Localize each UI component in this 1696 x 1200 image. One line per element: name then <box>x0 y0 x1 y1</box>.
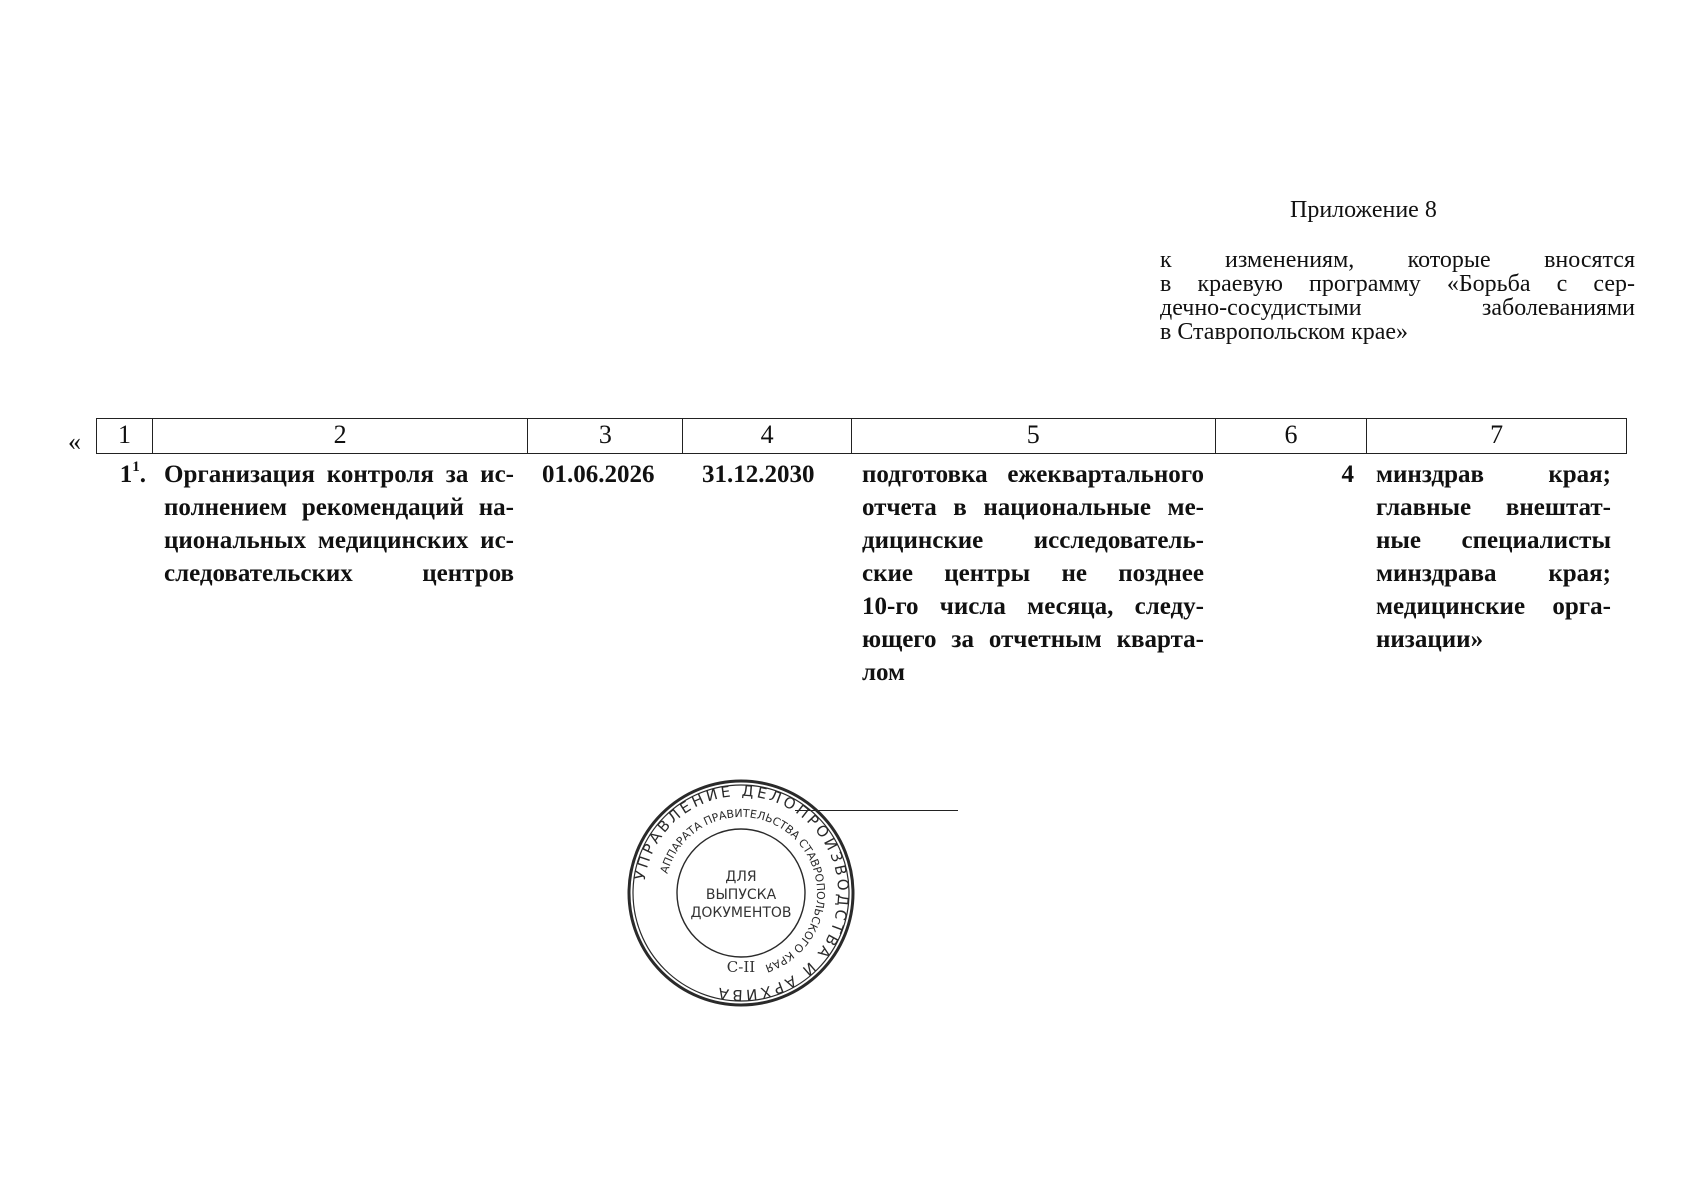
column-header-5: 5 <box>852 419 1216 453</box>
appendix-subtitle <box>1160 248 1635 344</box>
row-start-date: 01.06.2026 <box>542 461 655 488</box>
stamp-code: С-II <box>726 958 756 976</box>
row-event-name: Организация контроля за ис- полнением рекомендаций на- циональных медицинских ис- следовательских центров <box>164 461 514 587</box>
appendix-title: Приложение 8 <box>1290 197 1437 223</box>
column-header-1: 1 <box>97 419 153 453</box>
stamp-outer-text: УПРАВЛЕНИЕ ДЕЛОПРОИЗВОДСТВА И АРХИВА <box>630 781 853 1005</box>
appendix-line: дечно-сосудистыми заболеваниями <box>1160 295 1635 321</box>
row-number-superscript: 1 <box>132 459 140 475</box>
stamp-center-line: ДЛЯ <box>725 869 757 885</box>
column-header-4: 4 <box>683 419 852 453</box>
appendix-line: к изменениям, которые вносятся <box>1160 247 1635 273</box>
row-result: подготовка ежеквартального отчета в национальные ме- дицинские исследователь- ские центры не позднее 10-го числа месяца, следу- ющего за отчетным кварта- лом <box>862 461 1204 686</box>
stamp-inner-text: АППАРАТА ПРАВИТЕЛЬСТВА СТАВРОПОЛЬСКОГО КРАЯ <box>657 806 828 975</box>
row-indicator: 4 <box>1341 461 1354 488</box>
stamp-center-line: ВЫПУСКА <box>705 887 777 903</box>
column-header-7: 7 <box>1490 420 1504 449</box>
table-header-row <box>96 418 1627 454</box>
column-header-6: 6 <box>1216 419 1368 453</box>
column-header-2: 2 <box>153 419 529 453</box>
stamp-center-line: ДОКУМЕНТОВ <box>690 905 792 921</box>
table-open-quote: « <box>68 427 81 456</box>
row-number: $1^1$. <box>119 459 146 488</box>
appendix-line: в краевую программу «Борьба с сер- <box>1160 271 1635 297</box>
round-stamp <box>626 778 856 1008</box>
column-header-3: 3 <box>528 419 683 453</box>
row-end-date: 31.12.2030 <box>702 461 815 488</box>
row-executors: минздрав края; главные внештат- ные специалисты минздрава края; медицинские орга- низации» <box>1376 461 1611 653</box>
appendix-line: в Ставропольском крае» <box>1160 319 1409 345</box>
